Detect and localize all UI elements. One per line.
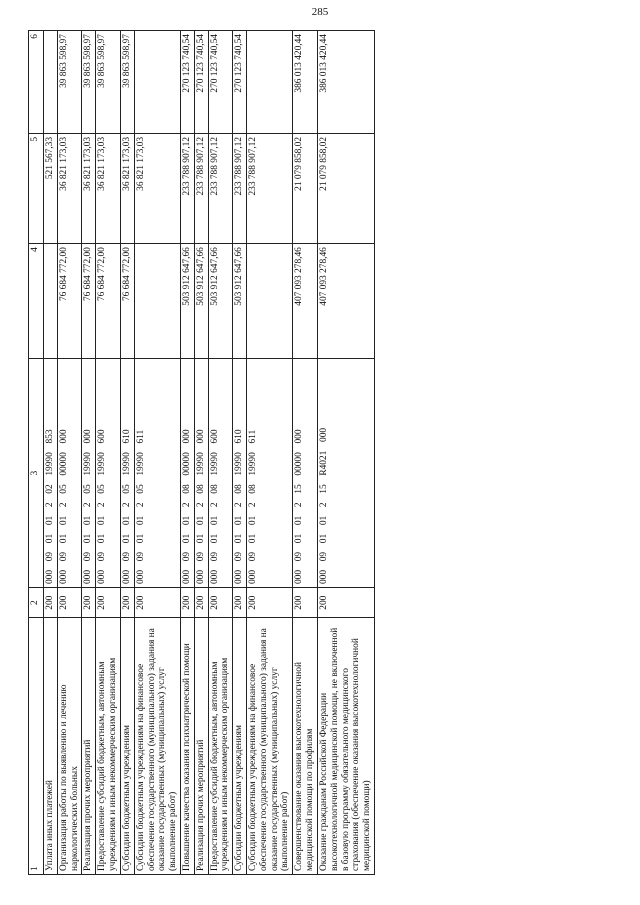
row-code: 000 09 01 01 2 08 00000 000 <box>180 359 194 588</box>
header-col-4: 4 <box>29 244 44 359</box>
row-col4: 76 684 772,00 <box>82 244 96 359</box>
row-col2: 200 <box>134 588 180 618</box>
page-number: 285 <box>311 6 329 18</box>
header-col-6: 6 <box>29 31 44 134</box>
table-row <box>57 31 82 875</box>
row-col2: 200 <box>208 588 233 618</box>
row-name: Субсидии бюджетным учреждениям <box>120 618 134 875</box>
row-name: Реализация прочих мероприятий <box>82 618 96 875</box>
row-col4: 503 912 647,66 <box>180 244 194 359</box>
row-col2: 200 <box>194 588 208 618</box>
table-row <box>233 31 247 875</box>
row-col2: 200 <box>247 588 293 618</box>
row-col5: 36 821 173,03 <box>120 133 134 243</box>
row-col6: 270 123 740,54 <box>208 31 233 134</box>
row-col5: 233 788 907,12 <box>233 133 247 243</box>
row-col4 <box>247 244 293 359</box>
row-col5: 233 788 907,12 <box>180 133 194 243</box>
row-code: 000 09 01 01 2 08 19990 611 <box>247 359 293 588</box>
row-name: Субсидии бюджетным учреждениям на финансовое обеспечение государственного (муниципального) задания на оказание государственных (муниципальных) услуг (выполнение работ) <box>247 618 293 875</box>
row-col6: 270 123 740,54 <box>180 31 194 134</box>
row-col5: 36 821 173,03 <box>57 133 82 243</box>
row-col2: 200 <box>96 588 121 618</box>
row-col6: 39 863 598,97 <box>96 31 121 134</box>
row-name: Оказание гражданам Российской Федерации высокотехнологичной медицинской помощи, не включенной в базовую программу обязательного медицинского страхования (обеспечение оказания высокотехнологичной медицинской помощи) <box>317 618 374 875</box>
row-name: Реализация прочих мероприятий <box>194 618 208 875</box>
header-col-2: 2 <box>29 588 44 618</box>
table-row <box>180 31 194 875</box>
row-col2: 200 <box>57 588 82 618</box>
table-row <box>208 31 233 875</box>
row-name: Предоставление субсидий бюджетным, автономным учреждениям и иным некоммерческим организациям <box>96 618 121 875</box>
row-col6: 39 863 598,97 <box>57 31 82 134</box>
row-col2: 200 <box>180 588 194 618</box>
table-row <box>120 31 134 875</box>
table-row <box>194 31 208 875</box>
row-name: Субсидии бюджетным учреждениям <box>233 618 247 875</box>
row-code: 000 09 01 01 2 08 19990 600 <box>208 359 233 588</box>
header-col-3: 3 <box>29 359 44 588</box>
table-row <box>44 31 58 875</box>
row-col6: 386 013 420,44 <box>293 31 318 134</box>
header-row <box>29 31 44 875</box>
row-col5: 36 821 173,03 <box>134 133 180 243</box>
row-col4: 76 684 772,00 <box>96 244 121 359</box>
row-name: Субсидии бюджетным учреждениям на финансовое обеспечение государственного (муниципального) задания на оказание государственных (муниципальных) услуг (выполнение работ) <box>134 618 180 875</box>
row-col5: 36 821 173,03 <box>82 133 96 243</box>
row-col6: 39 863 598,97 <box>120 31 134 134</box>
table-row <box>317 31 374 875</box>
row-col5: 521 567,33 <box>44 133 58 243</box>
row-col4 <box>44 244 58 359</box>
row-name: Повышение качества оказания психиатрической помощи <box>180 618 194 875</box>
row-name: Организация работы по выявлению и лечению наркологических больных <box>57 618 82 875</box>
header-col-5: 5 <box>29 133 44 243</box>
row-code: 000 09 01 01 2 05 19990 611 <box>134 359 180 588</box>
row-col2: 200 <box>293 588 318 618</box>
budget-table <box>28 30 375 875</box>
row-col4: 76 684 772,00 <box>120 244 134 359</box>
row-name: Предоставление субсидий бюджетным, автономным учреждениям и иным некоммерческим организациям <box>208 618 233 875</box>
row-col2: 200 <box>44 588 58 618</box>
row-col5: 233 788 907,12 <box>208 133 233 243</box>
row-col6: 386 013 420,44 <box>317 31 374 134</box>
row-code: 000 09 01 01 2 15 R4021 000 <box>317 359 374 588</box>
row-code: 000 09 01 01 2 08 19990 000 <box>194 359 208 588</box>
row-col4: 503 912 647,66 <box>233 244 247 359</box>
row-col4 <box>134 244 180 359</box>
row-col6 <box>134 31 180 134</box>
row-col2: 200 <box>120 588 134 618</box>
row-code: 000 09 01 01 2 08 19990 610 <box>233 359 247 588</box>
row-code: 000 09 01 01 2 15 00000 000 <box>293 359 318 588</box>
row-col4: 503 912 647,66 <box>194 244 208 359</box>
row-col5: 21 079 858,02 <box>317 133 374 243</box>
table-row <box>293 31 318 875</box>
row-col2: 200 <box>233 588 247 618</box>
row-name: Уплата иных платежей <box>44 618 58 875</box>
row-col2: 200 <box>317 588 374 618</box>
row-col6: 39 863 598,97 <box>82 31 96 134</box>
row-code: 000 09 01 01 2 02 19990 853 <box>44 359 58 588</box>
row-col5: 233 788 907,12 <box>247 133 293 243</box>
row-col4: 503 912 647,66 <box>208 244 233 359</box>
table-row <box>247 31 293 875</box>
row-code: 000 09 01 01 2 05 19990 610 <box>120 359 134 588</box>
row-col4: 76 684 772,00 <box>57 244 82 359</box>
row-col5: 233 788 907,12 <box>194 133 208 243</box>
row-col5: 36 821 173,03 <box>96 133 121 243</box>
row-col6 <box>44 31 58 134</box>
table-row <box>96 31 121 875</box>
row-col5: 21 079 858,02 <box>293 133 318 243</box>
row-code: 000 09 01 01 2 05 00000 000 <box>57 359 82 588</box>
table-row <box>134 31 180 875</box>
row-col2: 200 <box>82 588 96 618</box>
row-code: 000 09 01 01 2 05 19990 600 <box>96 359 121 588</box>
row-code: 000 09 01 01 2 05 19990 000 <box>82 359 96 588</box>
table-row <box>82 31 96 875</box>
row-col6 <box>247 31 293 134</box>
row-name: Совершенствование оказания высокотехнологичной медицинской помощи по профилям <box>293 618 318 875</box>
header-col-1: 1 <box>29 618 44 875</box>
row-col4: 407 093 278,46 <box>317 244 374 359</box>
row-col6: 270 123 740,54 <box>233 31 247 134</box>
row-col4: 407 093 278,46 <box>293 244 318 359</box>
row-col6: 270 123 740,54 <box>194 31 208 134</box>
